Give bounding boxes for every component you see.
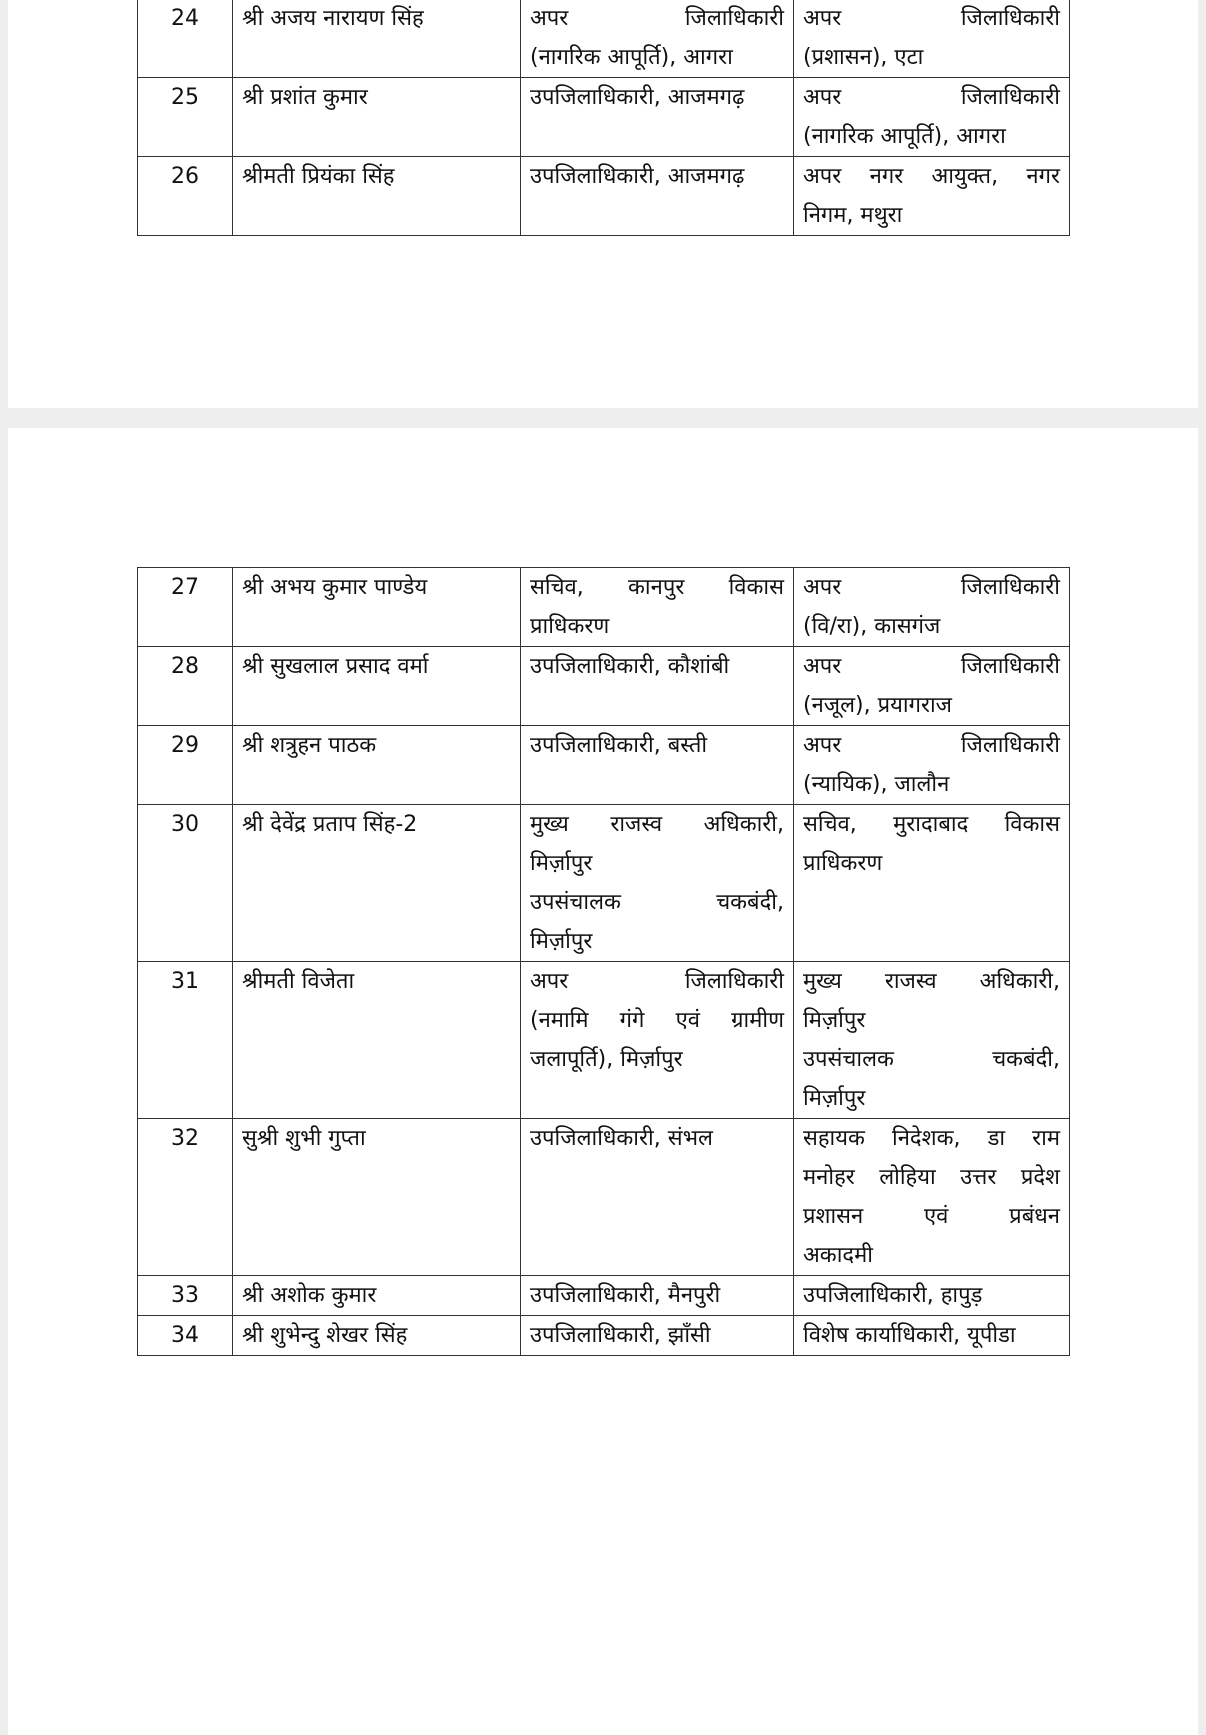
serial-number-cell: 27	[138, 568, 233, 647]
post-line: मनोहर लोहिया उत्तर प्रदेश	[803, 1165, 1060, 1190]
document-page-1	[8, 0, 1198, 408]
post-line: अपर जिलाधिकारी	[530, 969, 784, 994]
post-line: सचिव, कानपुर विकास	[530, 575, 784, 600]
table-row	[138, 1119, 1070, 1276]
post-line: उपजिलाधिकारी, झाँसी	[530, 1323, 711, 1348]
post-line: अपर नगर आयुक्त, नगर	[803, 164, 1060, 189]
officer-name-cell: श्री अशोक कुमार	[233, 1276, 521, 1316]
post-line: उपजिलाधिकारी, बस्ती	[530, 733, 708, 758]
post-line: (वि/रा), कासगंज	[803, 614, 941, 639]
post-line: (प्रशासन), एटा	[803, 45, 924, 70]
table-row	[138, 647, 1070, 726]
post-line: (नमामि गंगे एवं ग्रामीण	[530, 1008, 784, 1033]
new-post-cell	[794, 0, 1070, 78]
post-line: अपर जिलाधिकारी	[803, 733, 1060, 758]
new-post-cell	[794, 962, 1070, 1119]
table-row	[138, 805, 1070, 962]
post-line: उपजिलाधिकारी, कौशांबी	[530, 654, 730, 679]
post-line: विशेष कार्याधिकारी, यूपीडा	[803, 1323, 1016, 1348]
post-line: उपजिलाधिकारी, मैनपुरी	[530, 1283, 721, 1308]
current-post-cell	[521, 78, 794, 157]
table-row	[138, 962, 1070, 1119]
transfer-table-page-2	[137, 567, 1070, 1356]
serial-number-cell: 33	[138, 1276, 233, 1316]
serial-number-cell: 31	[138, 962, 233, 1119]
officer-name-cell: श्रीमती विजेता	[233, 962, 521, 1119]
post-line: उपजिलाधिकारी, संभल	[530, 1126, 713, 1151]
document-page-2	[8, 428, 1198, 1735]
post-line: प्रशासन एवं प्रबंधन	[803, 1204, 1060, 1229]
current-post-cell	[521, 805, 794, 962]
post-line: मिर्ज़ापुर	[530, 929, 593, 954]
post-line: (नागरिक आपूर्ति), आगरा	[530, 45, 733, 70]
serial-number-cell: 24	[138, 0, 233, 78]
post-line: मिर्ज़ापुर	[803, 1008, 866, 1033]
post-line: प्राधिकरण	[803, 851, 883, 876]
officer-name-cell: श्रीमती प्रियंका सिंह	[233, 157, 521, 236]
post-line: अपर जिलाधिकारी	[530, 6, 784, 31]
post-line: उपसंचालक चकबंदी,	[530, 890, 784, 915]
current-post-cell	[521, 1119, 794, 1276]
officer-name-cell: श्री अभय कुमार पाण्डेय	[233, 568, 521, 647]
post-line: (न्यायिक), जालौन	[803, 772, 950, 797]
new-post-cell	[794, 1276, 1070, 1316]
post-line: उपजिलाधिकारी, आजमगढ़	[530, 164, 745, 189]
table-row	[138, 568, 1070, 647]
officer-name-cell: सुश्री शुभी गुप्ता	[233, 1119, 521, 1276]
post-line: मुख्य राजस्व अधिकारी,	[803, 969, 1060, 994]
post-line: मिर्ज़ापुर	[803, 1086, 866, 1111]
serial-number-cell: 28	[138, 647, 233, 726]
new-post-cell	[794, 157, 1070, 236]
new-post-cell	[794, 1316, 1070, 1356]
officer-name-cell: श्री अजय नारायण सिंह	[233, 0, 521, 78]
table-row	[138, 78, 1070, 157]
post-line: जलापूर्ति), मिर्ज़ापुर	[530, 1047, 683, 1072]
new-post-cell	[794, 78, 1070, 157]
post-line: प्राधिकरण	[530, 614, 610, 639]
post-line: निगम, मथुरा	[803, 203, 903, 228]
post-line: अपर जिलाधिकारी	[803, 575, 1060, 600]
new-post-cell	[794, 726, 1070, 805]
post-line: अपर जिलाधिकारी	[803, 85, 1060, 110]
current-post-cell	[521, 568, 794, 647]
serial-number-cell: 29	[138, 726, 233, 805]
post-line: उपसंचालक चकबंदी,	[803, 1047, 1060, 1072]
new-post-cell	[794, 805, 1070, 962]
serial-number-cell: 32	[138, 1119, 233, 1276]
current-post-cell	[521, 1316, 794, 1356]
serial-number-cell: 34	[138, 1316, 233, 1356]
current-post-cell	[521, 647, 794, 726]
current-post-cell	[521, 1276, 794, 1316]
current-post-cell	[521, 157, 794, 236]
officer-name-cell: श्री प्रशांत कुमार	[233, 78, 521, 157]
new-post-cell	[794, 647, 1070, 726]
post-line: अकादमी	[803, 1243, 873, 1268]
current-post-cell	[521, 0, 794, 78]
post-line: मिर्ज़ापुर	[530, 851, 593, 876]
current-post-cell	[521, 726, 794, 805]
post-line: सहायक निदेशक, डा राम	[803, 1126, 1060, 1151]
serial-number-cell: 30	[138, 805, 233, 962]
post-line: मुख्य राजस्व अधिकारी,	[530, 812, 784, 837]
post-line: उपजिलाधिकारी, आजमगढ़	[530, 85, 745, 110]
officer-name-cell: श्री शत्रुहन पाठक	[233, 726, 521, 805]
officer-name-cell: श्री शुभेन्दु शेखर सिंह	[233, 1316, 521, 1356]
transfer-table-page-1	[137, 0, 1070, 236]
post-line: अपर जिलाधिकारी	[803, 654, 1060, 679]
table-row	[138, 726, 1070, 805]
current-post-cell	[521, 962, 794, 1119]
table-row	[138, 157, 1070, 236]
table-row	[138, 1276, 1070, 1316]
officer-name-cell: श्री सुखलाल प्रसाद वर्मा	[233, 647, 521, 726]
table-row	[138, 1316, 1070, 1356]
post-line: अपर जिलाधिकारी	[803, 6, 1060, 31]
new-post-cell	[794, 1119, 1070, 1276]
post-line: उपजिलाधिकारी, हापुड़	[803, 1283, 983, 1308]
new-post-cell	[794, 568, 1070, 647]
serial-number-cell: 26	[138, 157, 233, 236]
post-line: (नजूल), प्रयागराज	[803, 693, 952, 718]
table-row	[138, 0, 1070, 78]
post-line: सचिव, मुरादाबाद विकास	[803, 812, 1060, 837]
officer-name-cell: श्री देवेंद्र प्रताप सिंह-2	[233, 805, 521, 962]
serial-number-cell: 25	[138, 78, 233, 157]
post-line: (नागरिक आपूर्ति), आगरा	[803, 124, 1006, 149]
